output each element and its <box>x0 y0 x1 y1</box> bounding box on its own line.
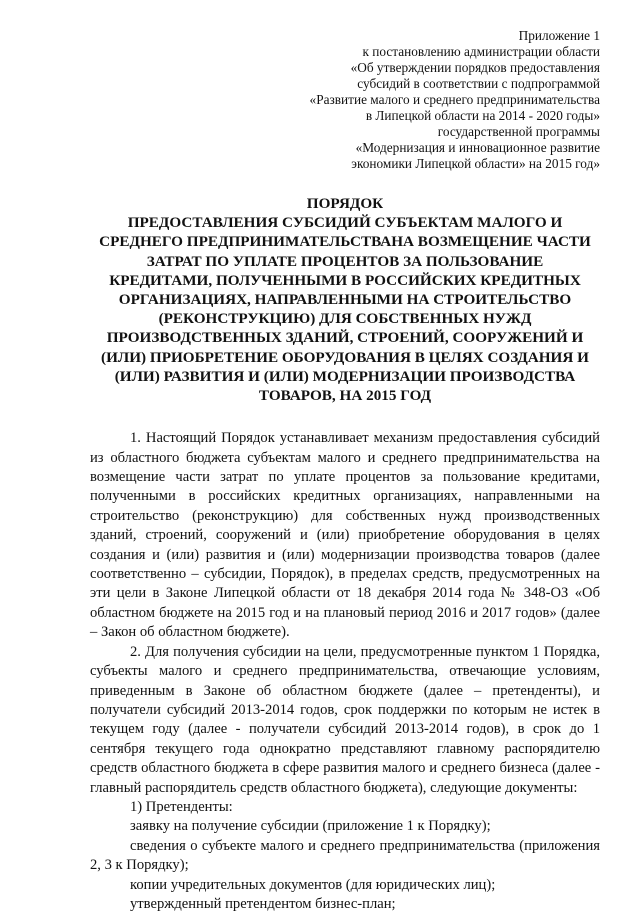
paragraph-1: 1. Настоящий Порядок устанавливает механизм предоставления субсидий из областного бюджета субъектам малого и среднего предпринимательства на возмещение части затрат по уплате процентов за пользование кредитами, полученными в российских кредитных организациях, направленными на строительство (реконструкцию) для собственных нужд производственных зданий, строений, сооружений и (или) приобретение оборудования в целях создания и (или) развития и (или) модернизации производства товаров (далее соответственно – субсидии, Порядок), в пределах средств, предусмотренных на эти цели в Законе Липецкой области от 18 декабря 2014 года № 348-ОЗ «Об областном бюджете на 2015 год и на плановый период 2016 и 2017 годов» (далее – Закон об областном бюджете). <box>90 430 600 641</box>
title-line: ПОРЯДОК <box>306 195 384 212</box>
appendix-line: экономики Липецкой области» на 2015 год» <box>351 156 600 171</box>
paragraph-2: 2. Для получения субсидии на цели, предусмотренные пунктом 1 Порядка, субъекты малого и среднего предпринимательства, отвечающие условиям, приведенным в Законе об областном бюджете (далее – претенденты), и получатели субсидий 2013-2014 годов, срок поддержки по которым не истек в текущем году (далее - получатели субсидий 2013-2014 годов), в срок до 1 сентября текущего года однократно представляют главному распорядителю средств областного бюджета в сфере развития малого и среднего бизнеса (далее - главный распорядитель средств областного бюджета), следующие документы: <box>90 643 600 796</box>
subheading-applicants: 1) Претенденты: <box>130 798 233 815</box>
list-item: утвержденный претендентом бизнес-план; <box>130 895 396 912</box>
appendix-line: Приложение 1 <box>518 28 600 43</box>
appendix-line: «Развитие малого и среднего предпринимательства <box>309 92 600 107</box>
appendix-line: государственной программы <box>437 124 600 139</box>
appendix-line: субсидий в соответствии с подпрограммой <box>357 76 600 91</box>
document-body <box>90 429 600 914</box>
appendix-line: к постановлению администрации области <box>362 44 600 59</box>
document-title <box>90 194 600 405</box>
title-line: (РЕКОНСТРУКЦИЮ) ДЛЯ СОБСТВЕННЫХ НУЖД <box>158 310 532 328</box>
title-line: ПРОИЗВОДСТВЕННЫХ ЗДАНИЙ, СТРОЕНИЙ, СООРУЖЕНИЙ И <box>106 329 584 347</box>
title-line: (ИЛИ) ПРИОБРЕТЕНИЕ ОБОРУДОВАНИЯ В ЦЕЛЯХ СОЗДАНИЯ И <box>101 348 589 366</box>
appendix-header <box>90 28 600 172</box>
title-line: ОРГАНИЗАЦИЯХ, НАПРАВЛЕННЫМИ НА СТРОИТЕЛЬСТВО <box>118 291 572 309</box>
title-line: ЗАТРАТ ПО УПЛАТЕ ПРОЦЕНТОВ ЗА ПОЛЬЗОВАНИЕ <box>146 252 544 270</box>
appendix-line: «Модернизация и инновационное развитие <box>355 140 600 155</box>
appendix-line: в Липецкой области на 2014 - 2020 годы» <box>365 108 600 123</box>
list-item: заявку на получение субсидии (приложение 1 к Порядку); <box>130 818 491 835</box>
title-line: ПРЕДОСТАВЛЕНИЯ СУБСИДИЙ СУБЪЕКТАМ МАЛОГО И <box>127 214 563 232</box>
title-line: (ИЛИ) РАЗВИТИЯ И (ИЛИ) МОДЕРНИЗАЦИИ ПРОИЗВОДСТВА <box>114 367 576 385</box>
title-line: КРЕДИТАМИ, ПОЛУЧЕННЫМИ В РОССИЙСКИХ КРЕДИТНЫХ <box>109 271 581 289</box>
title-line: СРЕДНЕГО ПРЕДПРИНИМАТЕЛЬСТВАНА ВОЗМЕЩЕНИЕ ЧАСТИ <box>99 233 591 251</box>
appendix-line: «Об утверждении порядков предоставления <box>350 60 600 75</box>
list-item: копии учредительных документов (для юридических лиц); <box>130 876 496 893</box>
list-item: сведения о субъекте малого и среднего предпринимательства (приложения 2, 3 к Порядку); <box>90 837 600 874</box>
title-line: ТОВАРОВ, НА 2015 ГОД <box>258 387 432 405</box>
